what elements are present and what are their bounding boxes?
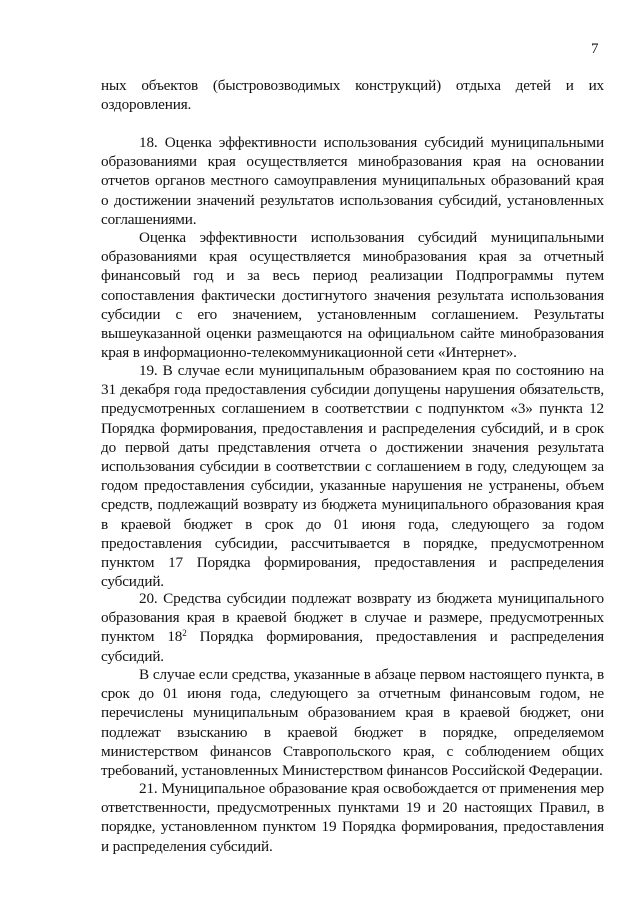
paragraph-text-after: Порядка формирования, предоставления и распределения субсидий. bbox=[101, 628, 604, 665]
paragraph-20-second bbox=[101, 665, 604, 780]
paragraph-text: 19. В случае если муниципальным образованием края по состоянию на 31 декабря года предоставления субсидии допущены нарушения обязательств, предусмотренных соглашением в соответствии с подпунктом «3» пункта 12 Порядка формирования, предоставления и распределения субсидий, и в срок до первой даты представления отчета о достижении значения результата использования субсидии в соответствии с соглашением в году, следующем за годом предоставления субсидии, указанные нарушения не устранены, объем средств, подлежащий возврату из бюджета муниципального образования края в краевой бюджет в срок до 01 июня года, следующего за годом предоставления субсидии, рассчитывается в порядке, предусмотренном пунктом 17 Порядка формирования, предоставления и распределения субсидий. bbox=[101, 362, 604, 591]
paragraph-text-before: 20. Средства субсидии подлежат возврату из бюджета муниципального образования края в краевой бюджет в случае и размере, предусмотренных пунктом 18 bbox=[101, 590, 604, 646]
paragraph-21 bbox=[101, 779, 604, 856]
page-number: 7 bbox=[591, 41, 599, 57]
paragraph-text: ных объектов (быстровозводимых конструкций) отдыха детей и их оздоровления. bbox=[101, 77, 604, 114]
paragraph-19 bbox=[101, 361, 604, 591]
paragraph-text: 18. Оценка эффективности использования субсидий муниципальными образованиями края осуществляется минобразования края на основании отчетов органов местного самоуправления муниципальных образований края о достижении значений результатов использования субсидий, установленных соглашениями. bbox=[101, 134, 604, 228]
paragraph-20 bbox=[101, 589, 604, 666]
paragraph-text: Оценка эффективности использования субсидий муниципальными образованиями края осуществляется минобразования края за отчетный финансовый год и за весь период реализации Подпрограммы путем сопоставления фактически достигнутого значения результата использования субсидии с его значением, установленным соглашением. Результаты вышеуказанной оценки размещаются на официальном сайте минобразования края в информационно-телекоммуникационной сети «Интернет». bbox=[101, 229, 604, 362]
paragraph-18 bbox=[101, 133, 604, 229]
paragraph-text: 21. Муниципальное образование края освобождается от применения мер ответственности, предусмотренных пунктами 19 и 20 настоящих Правил, в порядке, установленном пунктом 19 Порядка формирования, предоставления и распределения субсидий. bbox=[101, 780, 604, 855]
paragraph-text: В случае если средства, указанные в абзаце первом настоящего пункта, в срок до 01 июня года, следующего за отчетным финансовым годом, не перечислены муниципальным образованием края в краевой бюджет, они подлежат взысканию в краевой бюджет в порядке, определяемом министерством финансов Ставропольского края, с соблюдением общих требований, установленных Министерством финансов Российской Федерации. bbox=[101, 666, 604, 780]
paragraph-18-second bbox=[101, 228, 604, 362]
superscript: 2 bbox=[182, 628, 187, 639]
paragraph-continuation bbox=[101, 76, 604, 114]
